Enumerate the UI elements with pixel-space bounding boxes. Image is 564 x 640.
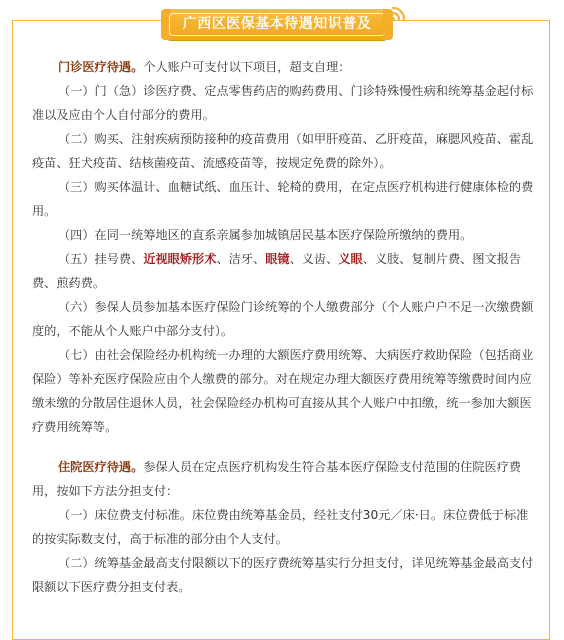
section-spacer [32, 439, 536, 455]
item5-highlight-glasses: 眼镜 [265, 252, 290, 266]
outpatient-item-3: （三）购买体温计、血糖试纸、血压计、轮椅的费用，在定点医疗机构进行健康体检的费用。 [32, 180, 534, 218]
inpatient-item-1: （一）床位费支付标准。床位费由统筹基金员，经社支付30元／床·日。床位费低于标准的按实际数支付，高于标准的部分由个人支付。 [32, 508, 529, 546]
outpatient-item-1: （一）门（急）诊医疗费、定点零售药店的购药费用、门诊特殊慢性病和统筹基金起付标准以及应由个人自付部分的费用。 [32, 84, 534, 122]
inpatient-intro-paragraph [32, 455, 536, 503]
inpatient-item-2: （二）统筹基金最高支付限额以下的医疗费统筹基实行分担支付，详见统筹基金最高支付限额以下医疗费分担支付表。 [32, 556, 534, 594]
outpatient-item-7: （七）由社会保险经办机构统一办理的大额医疗费用统筹、大病医疗救助保险（包括商业保险）等补充医疗保险应由个人缴费的部分。对在规定办理大额医疗费用统筹等缴费时间内应缴未缴的分散居住退休人员，社会保险经办机构可直接从其个人账户中扣缴，统一参加大额医疗费用统筹等。 [32, 348, 534, 434]
outpatient-item-6: （六）参保人员参加基本医疗保险门诊统筹的个人缴费部分（个人账户户不足一次缴费额度的，不能从个人账户中部分支付）。 [32, 300, 534, 338]
outpatient-item-2: （二）购买、注射疾病预防接种的疫苗费用（如甲肝疫苗、乙肝疫苗，麻腮风疫苗、霍乱疫苗、狂犬疫苗、结核菌疫苗、流感疫苗等，按规定免费的除外）。 [32, 132, 534, 170]
item5-text-a: （五）挂号费、 [58, 252, 144, 266]
item5-text-g: 、义肢、复制片费、图文报告费、煎药费。 [32, 252, 522, 290]
item5-highlight-artificial-eye: 义眼 [338, 252, 363, 266]
inpatient-heading: 住院医疗待遇。 [58, 460, 144, 474]
outpatient-intro: 个人账户可支付以下项目，超支自理： [143, 60, 351, 74]
article-body [32, 55, 536, 599]
item5-text-c: 、洁牙、 [216, 252, 266, 266]
inpatient-intro: 参保人员在定点医疗机构发生符合基本医疗保险支付范围的住院医疗费用，按如下方法分担支付： [32, 460, 522, 498]
item5-text-e: 、义齿、 [289, 252, 339, 266]
outpatient-item-4: （四）在同一统筹地区的直系亲属参加城镇居民基本医疗保险所缴纳的费用。 [58, 228, 473, 242]
item5-highlight-myopia-surgery: 近视眼矫形术 [143, 252, 217, 266]
outpatient-item-5 [32, 247, 536, 295]
outpatient-intro-paragraph [32, 55, 536, 79]
outpatient-heading: 门诊医疗待遇。 [58, 60, 144, 74]
signal-waves-icon [388, 4, 408, 24]
banner-title: 广西区医保基本待遇知识普及 [182, 16, 372, 32]
title-banner [165, 9, 389, 40]
